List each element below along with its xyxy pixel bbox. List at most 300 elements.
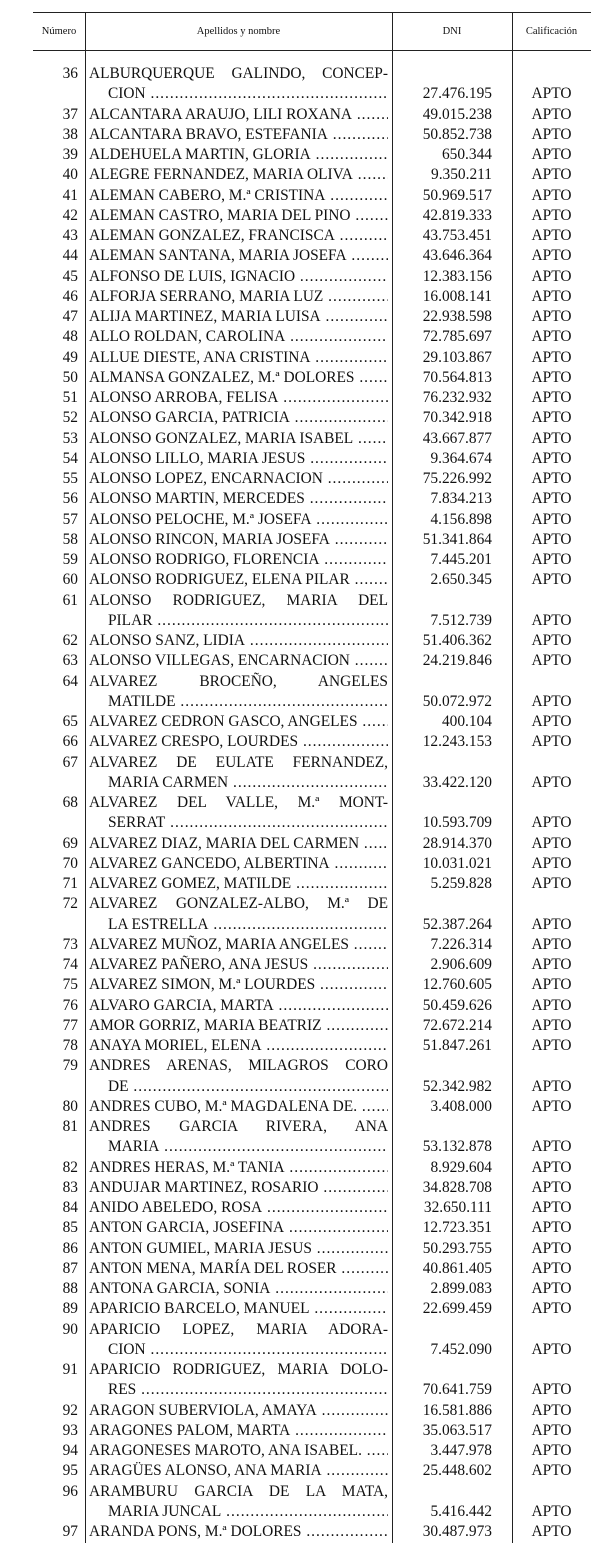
name-line: ALVAREZ GONZALEZ-ALBO, M.ª DE [89, 895, 388, 913]
row-name [89, 1178, 388, 1198]
row-name [89, 631, 388, 651]
row-dni: 2.899.083 [430, 1280, 492, 1297]
row-dni: 52.387.264 [422, 915, 492, 933]
row-number: 78 [62, 1037, 78, 1054]
row-name [89, 651, 388, 671]
table-row [33, 874, 591, 894]
row-name [89, 1299, 388, 1319]
row-calificacion: APTO [531, 1442, 572, 1459]
row-number: 47 [62, 308, 78, 325]
name-line: AMOR GORRIZ, MARIA BEATRIZ ..... [89, 1016, 388, 1036]
row-calificacion: APTO [531, 166, 572, 184]
name-line: ALONSO PELOCHE, M.ª JOSEFA ..... [89, 510, 388, 530]
name-line: ARAGÜES ALONSO, ANA MARIA ..... [89, 1461, 388, 1481]
row-name [89, 975, 388, 995]
table-row [33, 793, 591, 834]
header-numero: Número [41, 26, 77, 37]
row-name [89, 1522, 388, 1542]
row-dni: 9.350.211 [431, 166, 492, 184]
table-row [33, 206, 591, 226]
row-dni: 25.448.602 [422, 1462, 492, 1480]
row-name [89, 935, 388, 955]
name-line: ALVAREZ DE EULATE FERNANDEZ, [89, 753, 388, 771]
row-calificacion: APTO [531, 429, 572, 447]
row-number: 37 [62, 105, 78, 123]
row-number: 71 [62, 875, 78, 892]
name-line: ALONSO SANZ, LIDIA ..... [89, 631, 388, 651]
row-name [89, 388, 388, 408]
row-name [89, 570, 388, 590]
table-row [33, 489, 591, 509]
row-dni: 34.828.708 [422, 1178, 492, 1196]
table-row [33, 732, 591, 752]
row-name [89, 510, 388, 530]
row-name [89, 1239, 388, 1259]
table-row [33, 753, 591, 794]
row-name [89, 550, 388, 570]
table-row [33, 591, 591, 632]
row-dni: 5.259.828 [430, 875, 492, 892]
row-number: 59 [62, 551, 78, 568]
row-number: 43 [62, 227, 78, 244]
table-row [33, 935, 591, 955]
name-line: ANDRES ARENAS, MILAGROS CORO [89, 1057, 388, 1075]
row-number: 92 [62, 1401, 78, 1419]
name-line: ALLO ROLDAN, CAROLINA ..... [89, 327, 388, 347]
table-row [33, 550, 591, 570]
table-row [33, 510, 591, 530]
row-number: 62 [62, 632, 78, 649]
name-line: ALVAREZ DIAZ, MARIA DEL CARMEN ..... [89, 834, 388, 854]
row-number: 56 [62, 490, 78, 508]
table-row [33, 186, 591, 206]
table-row [33, 996, 591, 1016]
row-number: 95 [62, 1462, 78, 1480]
row-dni: 70.641.759 [422, 1381, 492, 1399]
row-calificacion: APTO [531, 105, 572, 123]
row-name [89, 712, 388, 732]
row-number: 91 [62, 1361, 78, 1378]
row-calificacion: APTO [531, 1300, 572, 1318]
row-name [89, 429, 388, 449]
row-name [89, 1320, 388, 1361]
row-dni: 51.406.362 [422, 632, 492, 649]
name-line: ALVAREZ GOMEZ, MATILDE ..... [89, 874, 388, 894]
row-calificacion: APTO [531, 571, 572, 589]
table-row [33, 530, 591, 550]
row-name [89, 793, 388, 834]
row-number: 70 [62, 854, 78, 872]
row-name [89, 1421, 388, 1441]
row-calificacion: APTO [531, 85, 572, 103]
row-calificacion: APTO [531, 611, 572, 629]
table-row [33, 854, 591, 874]
row-calificacion: APTO [531, 308, 572, 325]
name-line: ANDRES HERAS, M.ª TANIA ..... [89, 1158, 388, 1178]
table-row [33, 1097, 591, 1117]
row-dni: 22.938.598 [422, 308, 492, 325]
table-row [33, 1218, 591, 1238]
header-dni: DNI [442, 26, 462, 37]
row-number: 82 [62, 1158, 78, 1176]
row-dni: 7.512.739 [430, 611, 492, 629]
name-line: CION ..... [89, 84, 388, 104]
row-name [89, 186, 388, 206]
row-calificacion: APTO [531, 956, 572, 973]
row-name [89, 226, 388, 246]
row-dni: 76.232.932 [422, 389, 492, 406]
row-calificacion: APTO [531, 773, 572, 791]
row-dni: 30.487.973 [422, 1523, 492, 1540]
table-row [33, 1259, 591, 1279]
row-number: 68 [62, 794, 78, 811]
row-dni: 5.416.442 [430, 1502, 492, 1520]
name-line: APARICIO RODRIGUEZ, MARIA DOLO- [89, 1361, 388, 1378]
name-line: ALEGRE FERNANDEZ, MARIA OLIVA ..... [89, 165, 388, 185]
row-number: 42 [62, 206, 78, 224]
row-name [89, 1097, 388, 1117]
table-row [33, 469, 591, 489]
row-dni: 50.072.972 [422, 692, 492, 710]
name-line: MARIA CARMEN ..... [89, 773, 388, 793]
row-dni: 2.650.345 [430, 571, 492, 589]
table-row [33, 570, 591, 590]
row-dni: 51.341.864 [422, 530, 492, 548]
row-number: 83 [62, 1178, 78, 1196]
row-number: 39 [62, 146, 78, 163]
name-line: ALEMAN GONZALEZ, FRANCISCA ..... [89, 226, 388, 246]
row-number: 58 [62, 530, 78, 548]
row-calificacion: APTO [531, 1199, 572, 1216]
name-line: ALBURQUERQUE GALINDO, CONCEP- [89, 65, 388, 82]
row-calificacion: APTO [531, 692, 572, 710]
row-name [89, 368, 388, 388]
row-name [89, 753, 388, 794]
name-line: ALVAREZ DEL VALLE, M.ª MONT- [89, 794, 388, 811]
name-line: ANTONA GARCIA, SONIA ..... [89, 1279, 388, 1299]
row-number: 85 [62, 1219, 78, 1237]
row-calificacion: APTO [531, 713, 572, 730]
row-name [89, 874, 388, 894]
name-line: ALONSO LILLO, MARIA JESUS ..... [89, 449, 388, 469]
row-calificacion: APTO [531, 854, 572, 872]
row-dni: 33.422.120 [422, 773, 492, 791]
row-dni: 42.819.333 [422, 206, 492, 224]
row-name [89, 1016, 388, 1036]
row-dni: 3.408.000 [430, 1097, 492, 1115]
row-dni: 51.847.261 [422, 1037, 492, 1054]
row-dni: 50.459.626 [422, 996, 492, 1014]
row-dni: 72.785.697 [422, 328, 492, 346]
row-name [89, 732, 388, 752]
row-dni: 43.753.451 [422, 227, 492, 244]
row-calificacion: APTO [531, 368, 572, 386]
name-line: ALVAREZ CRESPO, LOURDES ..... [89, 732, 388, 752]
table-row [33, 1461, 591, 1481]
name-line: ALONSO RODRIGO, FLORENCIA ..... [89, 550, 388, 570]
row-dni: 7.226.314 [430, 935, 492, 953]
name-line: APARICIO LOPEZ, MARIA ADORA- [89, 1320, 388, 1338]
name-line: ALFONSO DE LUIS, IGNACIO ..... [89, 267, 388, 287]
row-dni: 32.650.111 [423, 1199, 492, 1216]
table-row [33, 449, 591, 469]
row-number: 80 [62, 1097, 78, 1115]
row-calificacion: APTO [531, 287, 572, 305]
name-line: MATILDE ..... [89, 692, 388, 712]
name-line: ANDRES CUBO, M.ª MAGDALENA DE. ..... [89, 1097, 388, 1117]
row-calificacion: APTO [531, 206, 572, 224]
row-dni: 7.834.213 [430, 490, 492, 508]
name-line: MARIA JUNCAL ..... [89, 1502, 388, 1522]
table-row [33, 1360, 591, 1401]
row-name [89, 1279, 388, 1299]
row-name [89, 449, 388, 469]
row-number: 51 [62, 389, 78, 406]
table-row [33, 834, 591, 854]
row-number: 55 [62, 470, 78, 487]
row-calificacion: APTO [531, 510, 572, 528]
row-name [89, 1259, 388, 1279]
table-row [33, 105, 591, 125]
row-calificacion: APTO [531, 530, 572, 548]
row-number: 97 [62, 1523, 78, 1540]
table-row [33, 1279, 591, 1299]
row-number: 50 [62, 368, 78, 386]
table-row [33, 955, 591, 975]
row-number: 84 [62, 1199, 78, 1216]
row-calificacion: APTO [531, 1037, 572, 1054]
row-name [89, 1056, 388, 1097]
row-name [89, 1401, 388, 1421]
row-name [89, 489, 388, 509]
table-row [33, 1441, 591, 1461]
name-line: ALLUE DIESTE, ANA CRISTINA ..... [89, 348, 388, 368]
row-number: 67 [62, 753, 78, 771]
table-row [33, 125, 591, 145]
table-row [33, 1178, 591, 1198]
row-name [89, 996, 388, 1016]
row-name [89, 1036, 388, 1056]
table-row [33, 267, 591, 287]
row-calificacion: APTO [531, 1097, 572, 1115]
name-line: ALMANSA GONZALEZ, M.ª DOLORES ..... [89, 368, 388, 388]
row-dni: 12.723.351 [422, 1219, 492, 1237]
row-number: 75 [62, 976, 78, 994]
header-apellidos-nombre: Apellidos y nombre [196, 26, 281, 37]
row-calificacion: APTO [531, 1401, 572, 1419]
row-number: 38 [62, 125, 78, 143]
name-line: ALONSO ARROBA, FELISA ..... [89, 388, 388, 408]
row-calificacion: APTO [531, 976, 572, 994]
table-row [33, 1421, 591, 1441]
row-dni: 29.103.867 [422, 348, 492, 366]
name-line: ANTON GARCIA, JOSEFINA ..... [89, 1218, 388, 1238]
table-row [33, 408, 591, 428]
row-dni: 28.914.370 [422, 834, 492, 852]
row-dni: 8.929.604 [430, 1158, 492, 1176]
row-calificacion: APTO [531, 267, 572, 285]
name-line: ANAYA MORIEL, ELENA ..... [89, 1036, 388, 1056]
row-number: 79 [62, 1057, 78, 1075]
row-dni: 22.699.459 [422, 1300, 492, 1318]
table-row [33, 975, 591, 995]
row-dni: 10.031.021 [422, 854, 492, 872]
table-header [33, 12, 591, 51]
row-name [89, 1117, 388, 1158]
row-dni: 40.861.405 [422, 1259, 492, 1277]
row-number: 49 [62, 348, 78, 366]
row-dni: 43.667.877 [422, 429, 492, 447]
row-number: 46 [62, 287, 78, 305]
row-number: 53 [62, 429, 78, 447]
row-calificacion: APTO [531, 389, 572, 406]
table-row [33, 226, 591, 246]
row-calificacion: APTO [531, 490, 572, 508]
row-calificacion: APTO [531, 875, 572, 892]
name-line: ALONSO GONZALEZ, MARIA ISABEL ..... [89, 429, 388, 449]
table-row [33, 631, 591, 651]
row-name [89, 145, 388, 165]
row-calificacion: APTO [531, 935, 572, 953]
row-dni: 43.646.364 [422, 247, 492, 265]
row-dni: 7.452.090 [430, 1340, 492, 1358]
row-name [89, 348, 388, 368]
row-name [89, 1198, 388, 1218]
row-dni: 52.342.982 [422, 1077, 492, 1095]
table-row [33, 287, 591, 307]
table-row [33, 388, 591, 408]
row-dni: 400.104 [441, 713, 492, 730]
row-name [89, 1360, 388, 1401]
row-calificacion: APTO [531, 1421, 572, 1439]
row-name [89, 672, 388, 713]
row-number: 48 [62, 328, 78, 346]
row-name [89, 955, 388, 975]
row-name [89, 267, 388, 287]
name-line: SERRAT ..... [89, 813, 388, 833]
table-row [33, 712, 591, 732]
name-line: APARICIO BARCELO, MANUEL ..... [89, 1299, 388, 1319]
table-row [33, 651, 591, 671]
table-row [33, 327, 591, 347]
row-calificacion: APTO [531, 1178, 572, 1196]
row-name [89, 125, 388, 145]
row-calificacion: APTO [531, 996, 572, 1014]
row-number: 87 [62, 1259, 78, 1277]
row-dni: 7.445.201 [430, 551, 492, 568]
table-row [33, 1036, 591, 1056]
table-row [33, 368, 591, 388]
row-dni: 53.132.878 [422, 1138, 492, 1156]
table-row [33, 672, 591, 713]
row-calificacion: APTO [531, 125, 572, 143]
table-row [33, 1401, 591, 1421]
row-name [89, 1461, 388, 1481]
row-calificacion: APTO [531, 834, 572, 852]
row-dni: 16.008.141 [422, 287, 492, 305]
row-dni: 50.293.755 [422, 1239, 492, 1257]
row-name [89, 307, 388, 327]
row-number: 86 [62, 1239, 78, 1257]
name-line: ALVAREZ PAÑERO, ANA JESUS ..... [89, 955, 388, 975]
name-line: ARAGON SUBERVIOLA, AMAYA ..... [89, 1401, 388, 1421]
name-line: ALCANTARA BRAVO, ESTEFANIA ..... [89, 125, 388, 145]
row-calificacion: APTO [531, 632, 572, 649]
row-number: 90 [62, 1320, 78, 1338]
row-name [89, 591, 388, 632]
row-number: 52 [62, 409, 78, 427]
row-number: 64 [62, 672, 78, 690]
row-number: 57 [62, 510, 78, 528]
row-calificacion: APTO [531, 733, 572, 751]
name-line: ALVAREZ CEDRON GASCO, ANGELES ..... [89, 712, 388, 732]
row-dni: 24.219.846 [422, 652, 492, 670]
table-row [33, 145, 591, 165]
row-dni: 75.226.992 [422, 470, 492, 487]
row-dni: 4.156.898 [430, 510, 492, 528]
table-row [33, 246, 591, 266]
row-calificacion: APTO [531, 328, 572, 346]
row-calificacion: APTO [531, 247, 572, 265]
name-line: ALONSO RODRIGUEZ, ELENA PILAR ..... [89, 570, 388, 590]
results-table [33, 12, 591, 1540]
row-number: 89 [62, 1300, 78, 1318]
row-number: 45 [62, 267, 78, 285]
row-calificacion: APTO [531, 1016, 572, 1034]
name-line: ALONSO MARTIN, MERCEDES ..... [89, 489, 388, 509]
table-row [33, 348, 591, 368]
row-name [89, 64, 388, 105]
row-number: 44 [62, 247, 78, 265]
name-line: ANTON GUMIEL, MARIA JESUS ..... [89, 1239, 388, 1259]
name-line: ALONSO LOPEZ, ENCARNACION ..... [89, 469, 388, 489]
row-number: 74 [62, 956, 78, 973]
name-line: ALDEHUELA MARTIN, GLORIA ..... [89, 145, 388, 165]
table-row [33, 1522, 591, 1542]
table-row [33, 165, 591, 185]
row-name [89, 246, 388, 266]
table-row [33, 1198, 591, 1218]
name-line: ALVAREZ GANCEDO, ALBERTINA ..... [89, 854, 388, 874]
row-calificacion: APTO [531, 1158, 572, 1176]
table-row [33, 1320, 591, 1361]
name-line: ALONSO VILLEGAS, ENCARNACION ..... [89, 651, 388, 671]
table-row [33, 1117, 591, 1158]
row-dni: 9.364.674 [430, 449, 492, 467]
row-dni: 2.906.609 [430, 956, 492, 973]
row-calificacion: APTO [531, 814, 572, 832]
row-number: 60 [62, 571, 78, 589]
table-row [33, 1482, 591, 1523]
name-line: ARAMBURU GARCIA DE LA MATA, [89, 1482, 388, 1500]
name-line: ALFORJA SERRANO, MARIA LUZ ..... [89, 287, 388, 307]
row-number: 63 [62, 652, 78, 670]
row-calificacion: APTO [531, 551, 572, 568]
row-calificacion: APTO [531, 1523, 572, 1540]
row-calificacion: APTO [531, 1462, 572, 1480]
row-name [89, 834, 388, 854]
row-dni: 50.969.517 [422, 186, 492, 204]
row-dni: 72.672.214 [422, 1016, 492, 1034]
name-line: ARANDA PONS, M.ª DOLORES ..... [89, 1522, 388, 1542]
row-dni: 49.015.238 [422, 105, 492, 123]
row-dni: 10.593.709 [422, 814, 492, 832]
row-dni: 12.760.605 [422, 976, 492, 994]
table-row [33, 1158, 591, 1178]
name-line: ANDUJAR MARTINEZ, ROSARIO ..... [89, 1178, 388, 1198]
row-calificacion: APTO [531, 409, 572, 427]
table-row [33, 894, 591, 935]
